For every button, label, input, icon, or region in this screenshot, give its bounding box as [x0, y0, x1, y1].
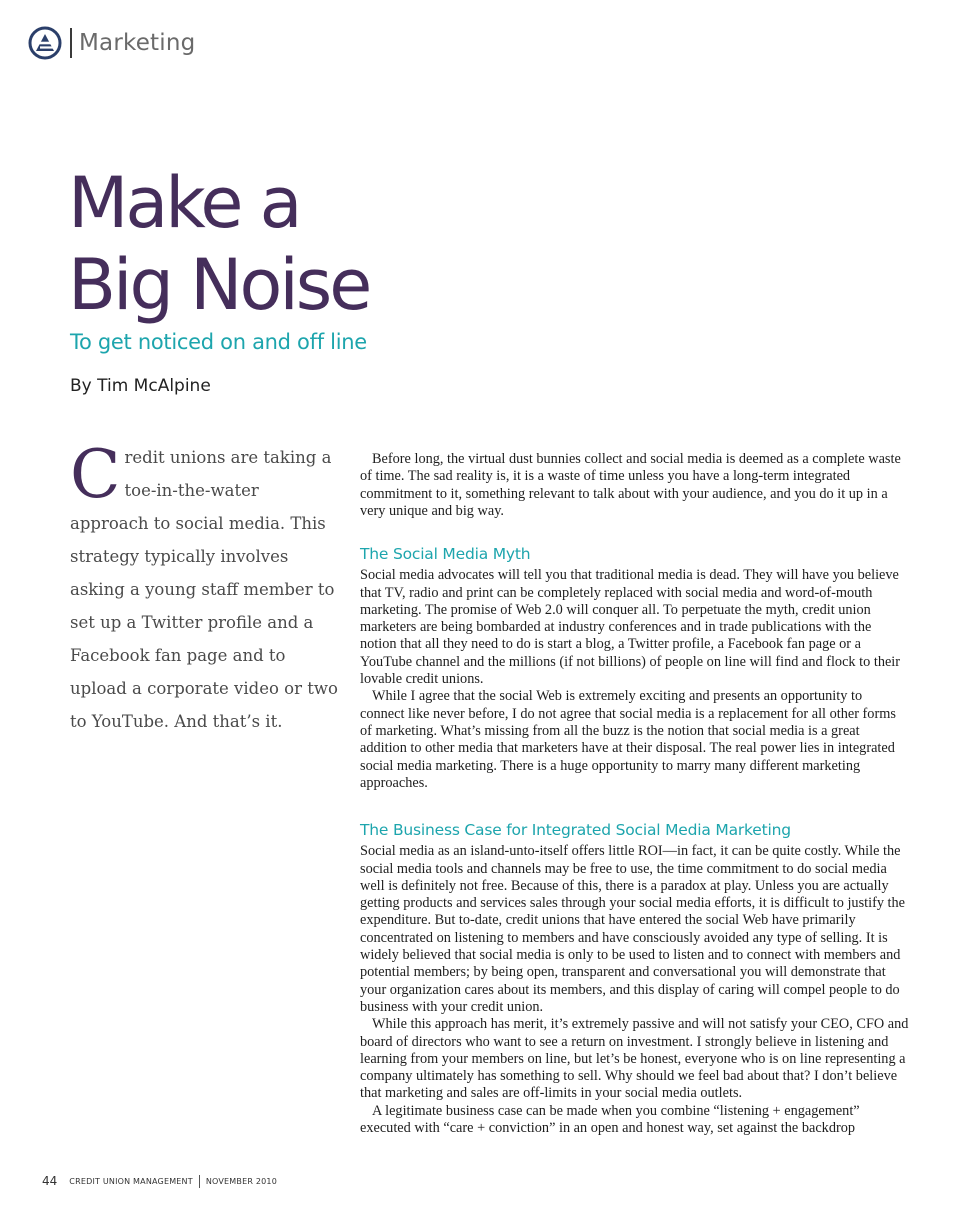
body-paragraph: Social media as an island-unto-itself offers little ROI—in fact, it can be quite costly. While the social media tools and channels may be free to use, the time commitment to do social media well is definitely not free. Because of this, there is a paradox at play. Unless you are actually getting products and services sales through your social media efforts, it is difficult to justify the expenditure. But to-date, credit unions that have entered the social Web have primarily concentrated on listening to members and have consciously avoided any type of selling. It is widely believed that social media is only to be used to listen and to connect with members and potential members; by being open, transparent and conversational you will demonstrate that your organization cares about its members, and this display of caring will compel people to do business with your credit union.: [360, 843, 906, 1015]
title-line-2: Big Noise: [68, 244, 370, 326]
body-paragraph: While I agree that the social Web is extremely exciting and presents an opportunity to connect like never before, I do not agree that social media is a replacement for all other forms of marketing. What’s missing from all the buzz is the notion that social media is a great addition to other media that marketers have at their disposal. The real power lies in integrated social media marketing. There is a huge opportunity to marry many different marketing approaches.: [360, 688, 896, 791]
section-social-media-myth: [360, 546, 910, 792]
intro-text: redit unions are taking a toe-in-the-water approach to social media. This strategy typically involves asking a young staff member to set up a Twitter profile and a Facebook fan page and to upload a corporate video or two to YouTube. And that’s it.: [70, 448, 338, 731]
drop-cap: C: [70, 436, 121, 513]
section-business-case: [360, 822, 910, 1137]
section-heading: The Social Media Myth: [360, 545, 531, 563]
page-number: 44: [42, 1174, 58, 1188]
publication-name: CREDIT UNION MANAGEMENT: [69, 1176, 193, 1186]
article-title: [68, 162, 369, 326]
body-paragraph: Social media advocates will tell you that traditional media is dead. They will have you believe that TV, radio and print can be completely replaced with social media and word-of-mouth marketing. The promise of Web 2.0 will conquer all. To perpetuate the myth, credit union marketers are being bombarded at industry conferences and in trade publications with the notion that all they need to do is start a blog, a Twitter profile, a Facebook fan page or a YouTube channel and the millions (if not billions) of people on line will find and flock to their lovable credit unions.: [360, 567, 901, 688]
footer-divider: [199, 1175, 200, 1188]
issue-date: NOVEMBER 2010: [205, 1176, 278, 1186]
article-byline: By Tim McAlpine: [70, 376, 211, 396]
section-heading: The Business Case for Integrated Social Media Marketing: [360, 821, 791, 839]
article-subtitle: To get noticed on and off line: [70, 330, 367, 354]
opening-block: [360, 451, 910, 520]
body-paragraph: While this approach has merit, it’s extremely passive and will not satisfy your CEO, CFO and board of directors who want to see a return on investment. I strongly believe in listening and learning from your members on line, but let’s be honest, everyone who is on line representing a company ultimately has something to sell. Why should we feel bad about that? I don’t believe that marketing and sales are off-limits in your social media outlets.: [360, 1016, 909, 1102]
page-header: [28, 26, 195, 60]
section-label: Marketing: [79, 30, 196, 56]
body-paragraph: A legitimate business case can be made when you combine “listening + engagement” executed with “care + conviction” in an open and honest way, set against the backdrop: [360, 1102, 860, 1137]
title-line-1: Make a: [68, 162, 300, 244]
page-footer: [42, 1174, 277, 1188]
opening-paragraph: Before long, the virtual dust bunnies collect and social media is deemed as a complete waste of time. The sad reality is, it is a waste of time unless you have a long-term integrated commitment to it, something relevant to talk about with your audience, and you do it up in a very unique and big way.: [360, 451, 901, 519]
header-divider: [70, 28, 72, 58]
cu-logo-icon: [28, 26, 62, 60]
intro-paragraph: [70, 436, 338, 738]
